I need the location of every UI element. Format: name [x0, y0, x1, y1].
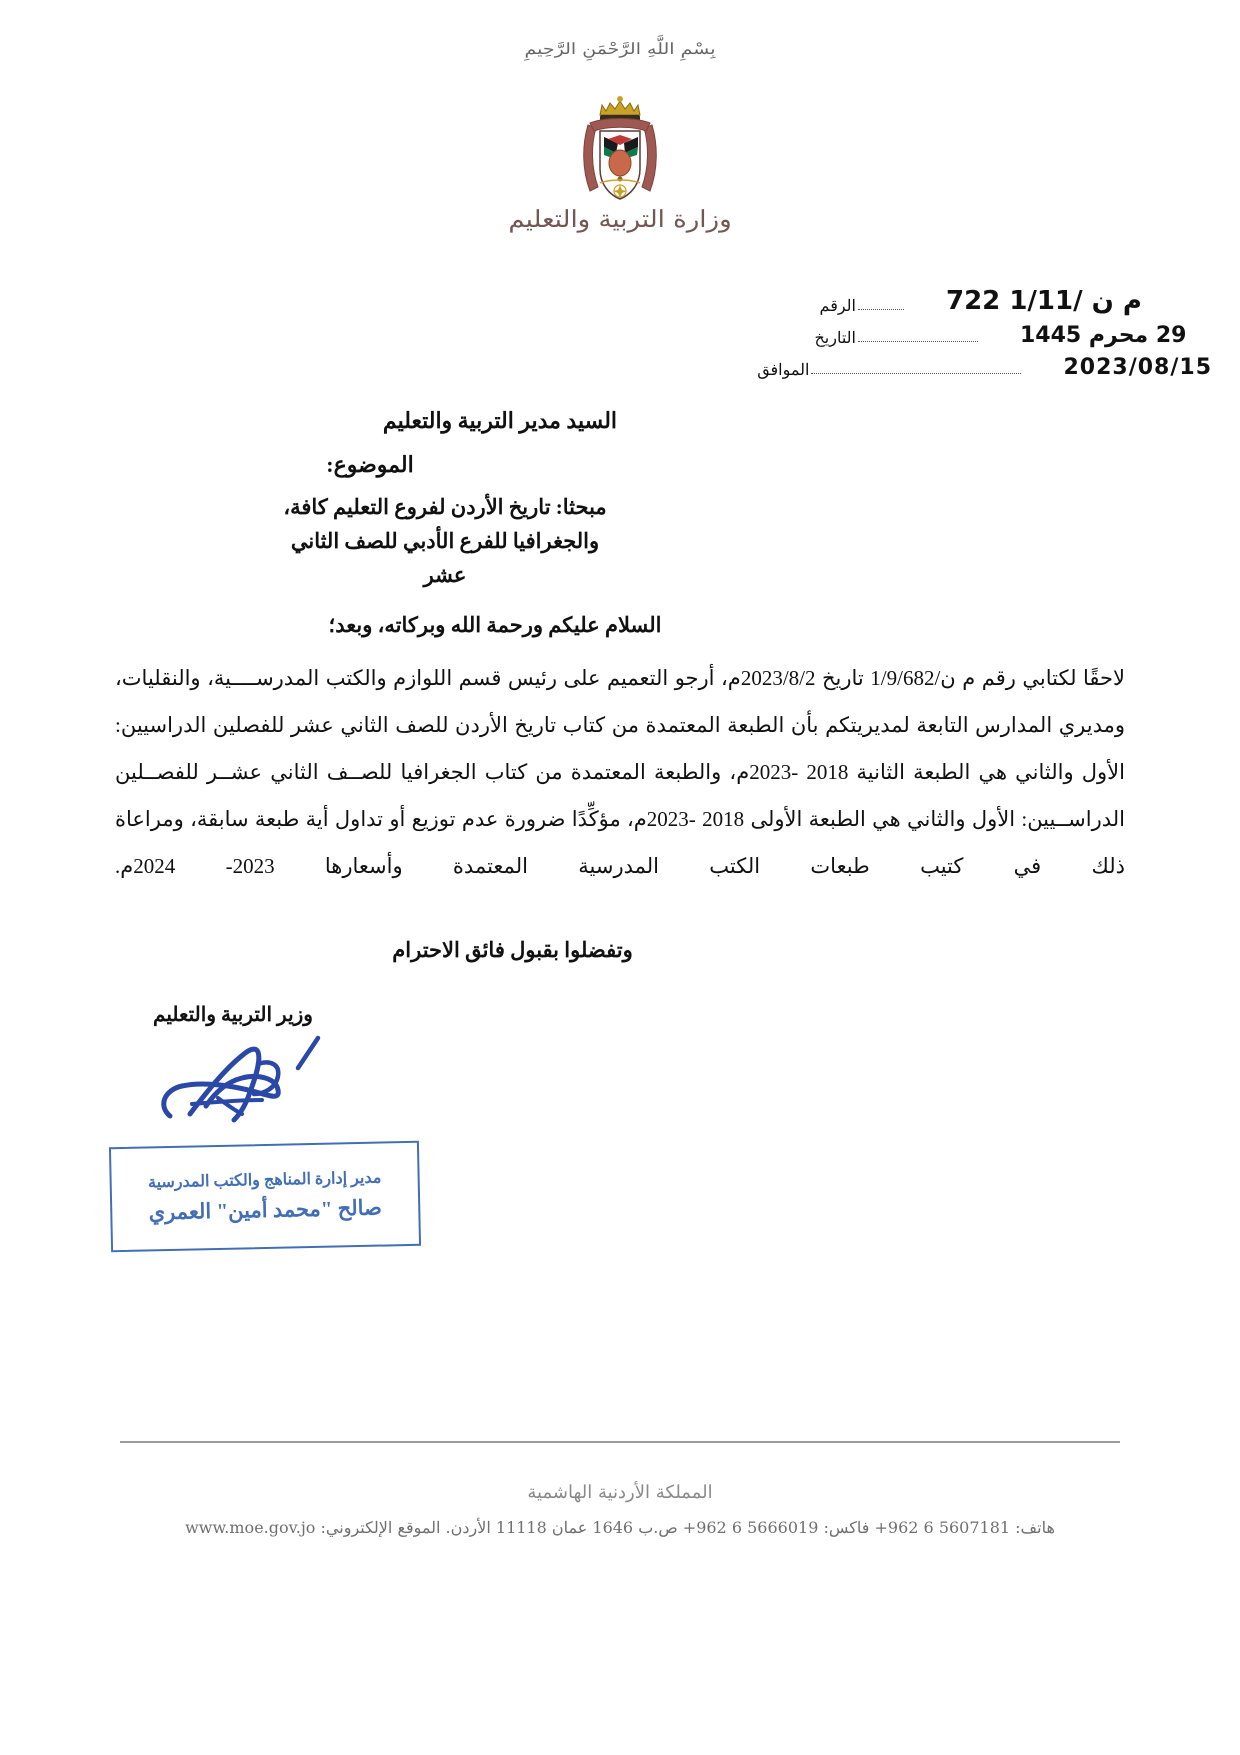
subject-line-2: والجغرافيا للفرع الأدبي للصف الثاني [290, 529, 600, 553]
subject-block [0, 490, 1240, 592]
recipient-line: السيد مدير التربية والتعليم [382, 408, 618, 433]
stamp-department-line: مدير إدارة المناهج والكتب المدرسية [147, 1169, 382, 1192]
salutation-line: السلام عليكم ورحمة الله وبركاته، وبعد؛ [328, 613, 662, 637]
reference-hijri-dots [858, 327, 978, 342]
reference-number-dots [858, 295, 904, 310]
footer-contact-line [0, 1518, 1240, 1537]
reference-gregorian-row [757, 352, 1212, 380]
signatory-title: وزير التربية والتعليم [153, 1004, 313, 1026]
reference-block [757, 286, 1212, 384]
closing-line: وتفضلوا بقبول فائق الاحترام [392, 938, 633, 962]
reference-gregorian-value: 2023/08/15 [1063, 355, 1212, 380]
ministry-name: وزارة التربية والتعليم [508, 206, 732, 234]
body-paragraph: لاحقًا لكتابي رقم م ن/1/9/682 تاريخ 2023/8/2م، أرجو التعميم على رئيس قسم اللوازم والكتب المدرســــية، والنقليات، ومديري المدارس التابعة لمديريتكم بأن الطبعة المعتمدة من كتاب تاريخ الأردن للصف الثاني عشر للفصلين الدراسيين: الأول والثاني هي الطبعة الثانية 2018 -2023م، والطبعة المعتمدة من كتاب الجغرافيا للصــف الثاني عشــر للفصــلين الدراســيين: الأول والثاني هي الطبعة الأولى 2018 -2023م، مؤكِّدًا ضرورة عدم توزيع أو تداول أية طبعة سابقة، ومراعاة ذلك في كتيب طبعات الكتب المدرسية المعتمدة وأسعارها 2023- 2024م. [115, 666, 1125, 878]
reference-hijri-label: التاريخ [814, 330, 856, 347]
department-stamp [109, 1141, 421, 1252]
subject-label: الموضوع: [326, 452, 414, 477]
footer-kingdom-name: المملكة الأردنية الهاشمية [527, 1482, 713, 1503]
body-text [115, 655, 1125, 890]
stamp-name-line: صالح "محمد أمين" العمري [148, 1195, 383, 1225]
footer-website-link[interactable]: www.moe.gov.jo [185, 1518, 316, 1537]
reference-hijri-row [792, 320, 1212, 348]
reference-gregorian-label: الموافق [757, 362, 810, 379]
minister-signature [130, 1020, 360, 1130]
subject-line-3: عشر [423, 563, 467, 587]
reference-number-value: م ن /1/11 722 [946, 286, 1142, 316]
jordan-coat-of-arms-icon [560, 95, 680, 210]
subject-line-1: مبحثا: تاريخ الأردن لفروع التعليم كافة، [283, 495, 607, 519]
reference-gregorian-dots [811, 359, 1021, 374]
reference-hijri-value: 29 محرم 1445 [1020, 323, 1187, 348]
reference-number-row [792, 288, 1212, 316]
reference-number-label: الرقم [819, 298, 856, 315]
footer-divider [120, 1441, 1120, 1443]
footer-contact-text: هاتف: 5607181 6 962+ فاكس: 5666019 6 962+ ص.ب 1646 عمان 11118 الأردن. الموقع الإلكتروني: [320, 1518, 1055, 1537]
basmala-text: بِسْمِ اللَّهِ الرَّحْمَنِ الرَّحِيمِ [524, 39, 716, 59]
